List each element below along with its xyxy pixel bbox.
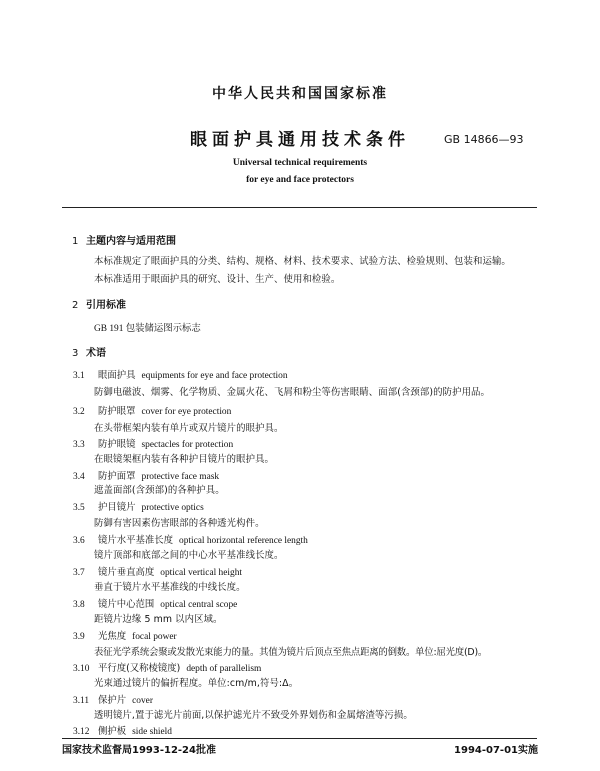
term-chinese: 保护片 <box>97 695 127 706</box>
term-chinese: 防护面罩 <box>97 471 136 482</box>
referenced-standard: GB 191 包装储运图示标志 <box>94 324 201 334</box>
term-english: side shield <box>132 727 172 737</box>
term-definition: 距镜片边缘 5 mm 以内区域。 <box>94 614 223 625</box>
term-number: 3.6 <box>73 536 85 546</box>
term-english: protective face mask <box>141 472 220 482</box>
term-definition: 遮盖面部(含颈部)的各种护具。 <box>94 485 225 496</box>
term-number: 3.5 <box>73 503 85 513</box>
term-heading <box>73 403 231 417</box>
section-title: 引用标准 <box>86 300 126 311</box>
term-definition: 光束通过镜片的偏折程度。单位:cm/m,符号:Δ。 <box>94 678 299 689</box>
term-chinese: 眼面护具 <box>97 370 136 381</box>
footer-divider <box>62 738 537 739</box>
term-heading <box>73 499 204 513</box>
term-chinese: 光焦度 <box>97 631 127 642</box>
term-heading <box>73 723 172 737</box>
term-number: 3.8 <box>73 600 85 610</box>
section-2-heading <box>72 296 126 311</box>
effective-date: 1994-07-01实施 <box>454 745 538 756</box>
term-english: equipments for eye and face protection <box>141 371 288 381</box>
term-english: optical vertical height <box>160 568 242 578</box>
term-definition: 防御有害因素伤害眼部的各种透光构件。 <box>94 518 265 529</box>
document-title: 眼面护具通用技术条件 <box>190 130 410 150</box>
term-heading <box>73 532 308 546</box>
section-1-heading <box>72 232 176 247</box>
term-heading <box>73 596 237 610</box>
section-title: 术语 <box>86 348 106 359</box>
term-definition: 在眼镜架框内装有各种护目镜片的眼护具。 <box>94 454 275 465</box>
term-english: optical horizontal reference length <box>179 536 308 546</box>
term-chinese: 侧护板 <box>97 726 127 737</box>
term-heading <box>73 628 177 642</box>
term-definition: 防御电磁波、烟雾、化学物质、金属火花、飞屑和粉尘等伤害眼睛、面部(含颈部)的防护用品。 <box>94 387 490 398</box>
section-title: 主题内容与适用范围 <box>86 236 176 247</box>
term-number: 3.4 <box>73 472 85 482</box>
term-number: 3.9 <box>73 632 85 642</box>
section-1-paragraph-1: 本标准规定了眼面护具的分类、结构、规格、材料、技术要求、试验方法、检验规则、包装和运输。 <box>94 256 511 267</box>
term-english: focal power <box>132 632 177 642</box>
term-chinese: 镜片中心范围 <box>97 599 155 610</box>
section-3-heading <box>72 344 106 359</box>
term-english: cover for eye protection <box>141 407 232 417</box>
term-english: cover <box>132 696 153 706</box>
term-chinese: 平行度(又称棱镜度) <box>97 663 181 674</box>
term-number: 3.12 <box>73 727 90 737</box>
header-divider <box>62 207 537 208</box>
section-number: 3 <box>72 348 79 359</box>
term-chinese: 镜片水平基准长度 <box>97 535 173 546</box>
term-definition: 在头带框架内装有单片或双片镜片的眼护具。 <box>94 423 284 434</box>
section-1-paragraph-2: 本标准适用于眼面护具的研究、设计、生产、使用和检验。 <box>94 274 341 285</box>
term-english: protective optics <box>141 503 204 513</box>
term-number: 3.7 <box>73 568 85 578</box>
term-number: 3.3 <box>73 440 85 450</box>
term-number: 3.2 <box>73 407 85 417</box>
term-chinese: 防护眼罩 <box>97 406 136 417</box>
section-number: 1 <box>72 236 79 247</box>
term-number: 3.10 <box>73 664 90 674</box>
english-title-line-1: Universal technical requirements <box>232 158 368 168</box>
english-title-line-2: for eye and face protectors <box>246 175 354 185</box>
term-definition: 垂直于镜片水平基准线的中线长度。 <box>94 582 246 593</box>
standard-number: GB 14866—93 <box>444 133 524 146</box>
term-definition: 表征光学系统会聚或发散光束能力的量。其值为镜片后顶点至焦点距离的倒数。单位:屈光度(D)。 <box>94 647 488 658</box>
term-chinese: 防护眼镜 <box>97 439 136 450</box>
term-english: spectacles for protection <box>141 440 234 450</box>
term-heading <box>73 564 242 578</box>
term-heading <box>73 692 153 706</box>
term-english: depth of parallelism <box>186 664 262 674</box>
term-definition: 镜片顶部和底部之间的中心水平基准线长度。 <box>94 550 284 561</box>
term-heading <box>73 436 233 450</box>
term-chinese: 护目镜片 <box>97 502 136 513</box>
term-heading <box>73 468 219 482</box>
approval-date: 国家技术监督局1993-12-24批准 <box>62 745 216 756</box>
term-heading <box>73 367 288 381</box>
term-heading <box>73 660 261 674</box>
term-number: 3.1 <box>73 371 85 381</box>
term-english: optical central scope <box>160 600 238 610</box>
term-definition: 透明镜片,置于滤光片前面,以保护滤光片不致受外界划伤和金属熔渣等污损。 <box>94 710 413 721</box>
term-chinese: 镜片垂直高度 <box>97 567 155 578</box>
standard-category-heading: 中华人民共和国国家标准 <box>212 86 388 102</box>
section-number: 2 <box>72 300 79 311</box>
term-number: 3.11 <box>73 696 90 706</box>
